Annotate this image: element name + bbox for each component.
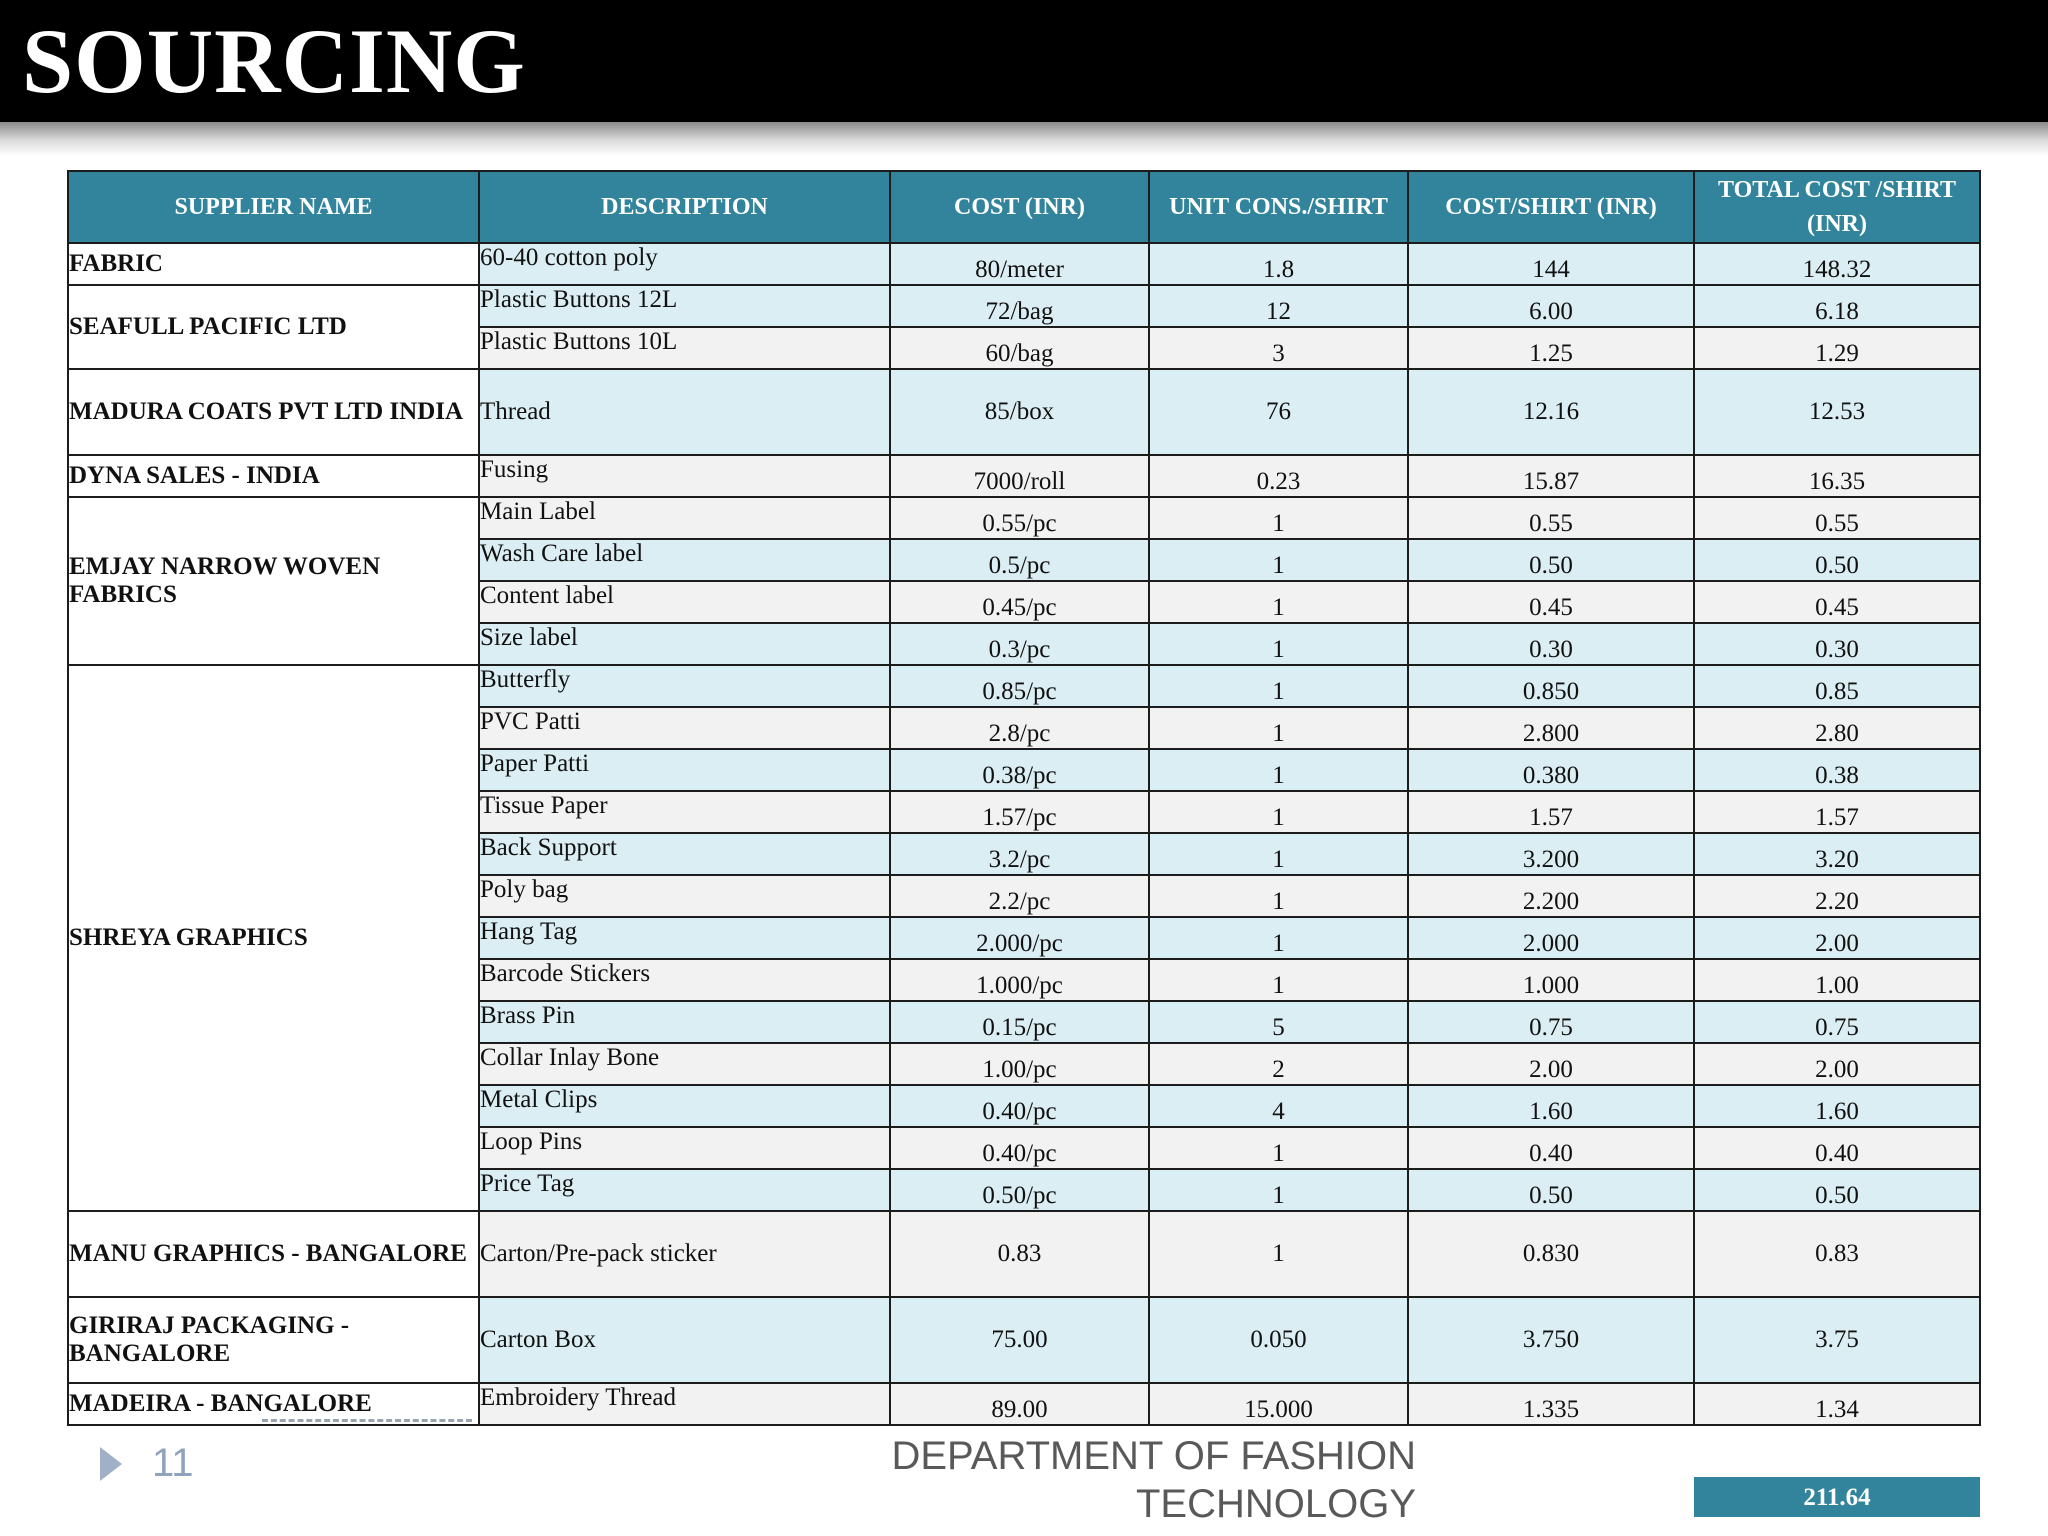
total-cost-cell: 0.30	[1694, 623, 1980, 665]
total-cost-cell: 12.53	[1694, 369, 1980, 455]
total-cost-cell: 1.34	[1694, 1383, 1980, 1425]
description-cell: Plastic Buttons 10L	[479, 327, 890, 369]
description-cell: Main Label	[479, 497, 890, 539]
total-cost-cell: 0.50	[1694, 1169, 1980, 1211]
page-number: 11	[152, 1441, 194, 1485]
unit-consumption-cell: 12	[1149, 285, 1408, 327]
cost-per-shirt-cell: 1.60	[1408, 1085, 1694, 1127]
unit-consumption-cell: 1	[1149, 581, 1408, 623]
description-cell: Back Support	[479, 833, 890, 875]
cost-cell: 0.85/pc	[890, 665, 1149, 707]
cost-per-shirt-cell: 0.50	[1408, 1169, 1694, 1211]
unit-consumption-cell: 1	[1149, 497, 1408, 539]
description-cell: Embroidery Thread	[479, 1383, 890, 1425]
cost-per-shirt-cell: 3.750	[1408, 1297, 1694, 1383]
cost-per-shirt-cell: 0.830	[1408, 1211, 1694, 1297]
sourcing-table	[67, 170, 1981, 1426]
unit-consumption-cell: 1	[1149, 875, 1408, 917]
cost-cell: 1.00/pc	[890, 1043, 1149, 1085]
table-header-row	[68, 171, 1980, 243]
cost-cell: 0.50/pc	[890, 1169, 1149, 1211]
department-label: DEPARTMENT OF FASHION TECHNOLOGY	[891, 1434, 1416, 1526]
header-cost: COST (INR)	[890, 171, 1149, 243]
total-cost-cell: 2.20	[1694, 875, 1980, 917]
total-cost-cell: 0.50	[1694, 539, 1980, 581]
total-cost-cell: 6.18	[1694, 285, 1980, 327]
cost-cell: 85/box	[890, 369, 1149, 455]
total-cost-cell: 2.00	[1694, 1043, 1980, 1085]
cost-per-shirt-cell: 3.200	[1408, 833, 1694, 875]
header-supplier-name: SUPPLIER NAME	[68, 171, 479, 243]
unit-consumption-cell: 1	[1149, 665, 1408, 707]
description-cell: Carton/Pre-pack sticker	[479, 1211, 890, 1297]
description-cell: Tissue Paper	[479, 791, 890, 833]
unit-consumption-cell: 15.000	[1149, 1383, 1408, 1425]
supplier-cell: FABRIC	[68, 243, 479, 285]
cost-per-shirt-cell: 2.800	[1408, 707, 1694, 749]
description-cell: Carton Box	[479, 1297, 890, 1383]
total-cost-cell: 0.45	[1694, 581, 1980, 623]
cost-per-shirt-cell: 2.000	[1408, 917, 1694, 959]
cost-cell: 2.2/pc	[890, 875, 1149, 917]
description-cell: Barcode Stickers	[479, 959, 890, 1001]
supplier-cell: MADURA COATS PVT LTD INDIA	[68, 369, 479, 455]
table-row	[68, 243, 1980, 285]
description-cell: Butterfly	[479, 665, 890, 707]
cost-cell: 89.00	[890, 1383, 1149, 1425]
supplier-cell: GIRIRAJ PACKAGING - BANGALORE	[68, 1297, 479, 1383]
page-title: SOURCING	[22, 10, 526, 112]
unit-consumption-cell: 1	[1149, 1169, 1408, 1211]
cost-cell: 0.83	[890, 1211, 1149, 1297]
description-cell: Fusing	[479, 455, 890, 497]
header-unit-consumption: UNIT CONS./SHIRT	[1149, 171, 1408, 243]
cost-per-shirt-cell: 6.00	[1408, 285, 1694, 327]
description-cell: Thread	[479, 369, 890, 455]
supplier-cell: EMJAY NARROW WOVEN FABRICS	[68, 497, 479, 665]
cost-cell: 0.3/pc	[890, 623, 1149, 665]
cost-cell: 0.38/pc	[890, 749, 1149, 791]
unit-consumption-cell: 1	[1149, 833, 1408, 875]
total-cost-cell: 0.55	[1694, 497, 1980, 539]
cost-per-shirt-cell: 144	[1408, 243, 1694, 285]
header-description: DESCRIPTION	[479, 171, 890, 243]
unit-consumption-cell: 1	[1149, 959, 1408, 1001]
cost-per-shirt-cell: 0.850	[1408, 665, 1694, 707]
total-cost-cell: 3.20	[1694, 833, 1980, 875]
cost-per-shirt-cell: 2.200	[1408, 875, 1694, 917]
unit-consumption-cell: 5	[1149, 1001, 1408, 1043]
cost-per-shirt-cell: 15.87	[1408, 455, 1694, 497]
description-cell: Brass Pin	[479, 1001, 890, 1043]
unit-consumption-cell: 1	[1149, 707, 1408, 749]
description-cell: Size label	[479, 623, 890, 665]
unit-consumption-cell: 2	[1149, 1043, 1408, 1085]
cost-cell: 0.5/pc	[890, 539, 1149, 581]
cost-per-shirt-cell: 1.000	[1408, 959, 1694, 1001]
cost-cell: 7000/roll	[890, 455, 1149, 497]
cost-cell: 60/bag	[890, 327, 1149, 369]
cost-cell: 1.57/pc	[890, 791, 1149, 833]
cost-cell: 0.45/pc	[890, 581, 1149, 623]
cost-cell: 75.00	[890, 1297, 1149, 1383]
cost-per-shirt-cell: 0.380	[1408, 749, 1694, 791]
unit-consumption-cell: 1	[1149, 917, 1408, 959]
description-cell: Poly bag	[479, 875, 890, 917]
unit-consumption-cell: 0.23	[1149, 455, 1408, 497]
table-row	[68, 665, 1980, 707]
cost-cell: 0.40/pc	[890, 1085, 1149, 1127]
triangle-right-icon	[100, 1447, 122, 1481]
unit-consumption-cell: 3	[1149, 327, 1408, 369]
description-cell: 60-40 cotton poly	[479, 243, 890, 285]
total-cost-cell: 0.83	[1694, 1211, 1980, 1297]
supplier-cell: SHREYA GRAPHICS	[68, 665, 479, 1211]
title-bar	[0, 0, 2048, 122]
description-cell: Loop Pins	[479, 1127, 890, 1169]
total-cost-cell: 0.40	[1694, 1127, 1980, 1169]
unit-consumption-cell: 1	[1149, 749, 1408, 791]
unit-consumption-cell: 1.8	[1149, 243, 1408, 285]
total-cost-cell: 1.29	[1694, 327, 1980, 369]
unit-consumption-cell: 76	[1149, 369, 1408, 455]
grand-total: 211.64	[1694, 1477, 1980, 1517]
table-row	[68, 285, 1980, 327]
cost-per-shirt-cell: 0.50	[1408, 539, 1694, 581]
unit-consumption-cell: 0.050	[1149, 1297, 1408, 1383]
description-cell: Hang Tag	[479, 917, 890, 959]
title-bar-shadow	[0, 122, 2048, 156]
cost-cell: 0.40/pc	[890, 1127, 1149, 1169]
cost-cell: 2.000/pc	[890, 917, 1149, 959]
table-row	[68, 1297, 1980, 1383]
description-cell: Wash Care label	[479, 539, 890, 581]
table-row	[68, 455, 1980, 497]
footer-divider	[262, 1419, 472, 1422]
cost-per-shirt-cell: 0.55	[1408, 497, 1694, 539]
table-row	[68, 1211, 1980, 1297]
unit-consumption-cell: 4	[1149, 1085, 1408, 1127]
supplier-cell: SEAFULL PACIFIC LTD	[68, 285, 479, 369]
unit-consumption-cell: 1	[1149, 623, 1408, 665]
cost-per-shirt-cell: 12.16	[1408, 369, 1694, 455]
total-cost-cell: 0.75	[1694, 1001, 1980, 1043]
unit-consumption-cell: 1	[1149, 1211, 1408, 1297]
description-cell: Price Tag	[479, 1169, 890, 1211]
cost-per-shirt-cell: 1.25	[1408, 327, 1694, 369]
cost-per-shirt-cell: 0.45	[1408, 581, 1694, 623]
cost-cell: 2.8/pc	[890, 707, 1149, 749]
total-cost-cell: 0.85	[1694, 665, 1980, 707]
total-cost-cell: 0.38	[1694, 749, 1980, 791]
supplier-cell: DYNA SALES - INDIA	[68, 455, 479, 497]
header-total-cost-per-shirt: TOTAL COST /SHIRT (INR)	[1694, 171, 1980, 243]
total-cost-cell: 1.00	[1694, 959, 1980, 1001]
cost-cell: 3.2/pc	[890, 833, 1149, 875]
cost-per-shirt-cell: 0.75	[1408, 1001, 1694, 1043]
supplier-cell: MANU GRAPHICS - BANGALORE	[68, 1211, 479, 1297]
unit-consumption-cell: 1	[1149, 1127, 1408, 1169]
cost-cell: 0.15/pc	[890, 1001, 1149, 1043]
description-cell: Paper Patti	[479, 749, 890, 791]
unit-consumption-cell: 1	[1149, 539, 1408, 581]
total-cost-cell: 148.32	[1694, 243, 1980, 285]
total-cost-cell: 2.00	[1694, 917, 1980, 959]
cost-cell: 1.000/pc	[890, 959, 1149, 1001]
cost-cell: 72/bag	[890, 285, 1149, 327]
cost-per-shirt-cell: 2.00	[1408, 1043, 1694, 1085]
cost-per-shirt-cell: 1.335	[1408, 1383, 1694, 1425]
total-cost-cell: 1.57	[1694, 791, 1980, 833]
cost-cell: 80/meter	[890, 243, 1149, 285]
description-cell: Metal Clips	[479, 1085, 890, 1127]
cost-per-shirt-cell: 1.57	[1408, 791, 1694, 833]
cost-cell: 0.55/pc	[890, 497, 1149, 539]
cost-per-shirt-cell: 0.40	[1408, 1127, 1694, 1169]
cost-per-shirt-cell: 0.30	[1408, 623, 1694, 665]
unit-consumption-cell: 1	[1149, 791, 1408, 833]
supplier-cell: MADEIRA - BANGALORE	[68, 1383, 479, 1425]
table-row	[68, 369, 1980, 455]
total-cost-cell: 3.75	[1694, 1297, 1980, 1383]
total-cost-cell: 1.60	[1694, 1085, 1980, 1127]
total-cost-cell: 16.35	[1694, 455, 1980, 497]
table-row	[68, 497, 1980, 539]
description-cell: Plastic Buttons 12L	[479, 285, 890, 327]
description-cell: PVC Patti	[479, 707, 890, 749]
header-cost-per-shirt: COST/SHIRT (INR)	[1408, 171, 1694, 243]
total-cost-cell: 2.80	[1694, 707, 1980, 749]
description-cell: Content label	[479, 581, 890, 623]
description-cell: Collar Inlay Bone	[479, 1043, 890, 1085]
